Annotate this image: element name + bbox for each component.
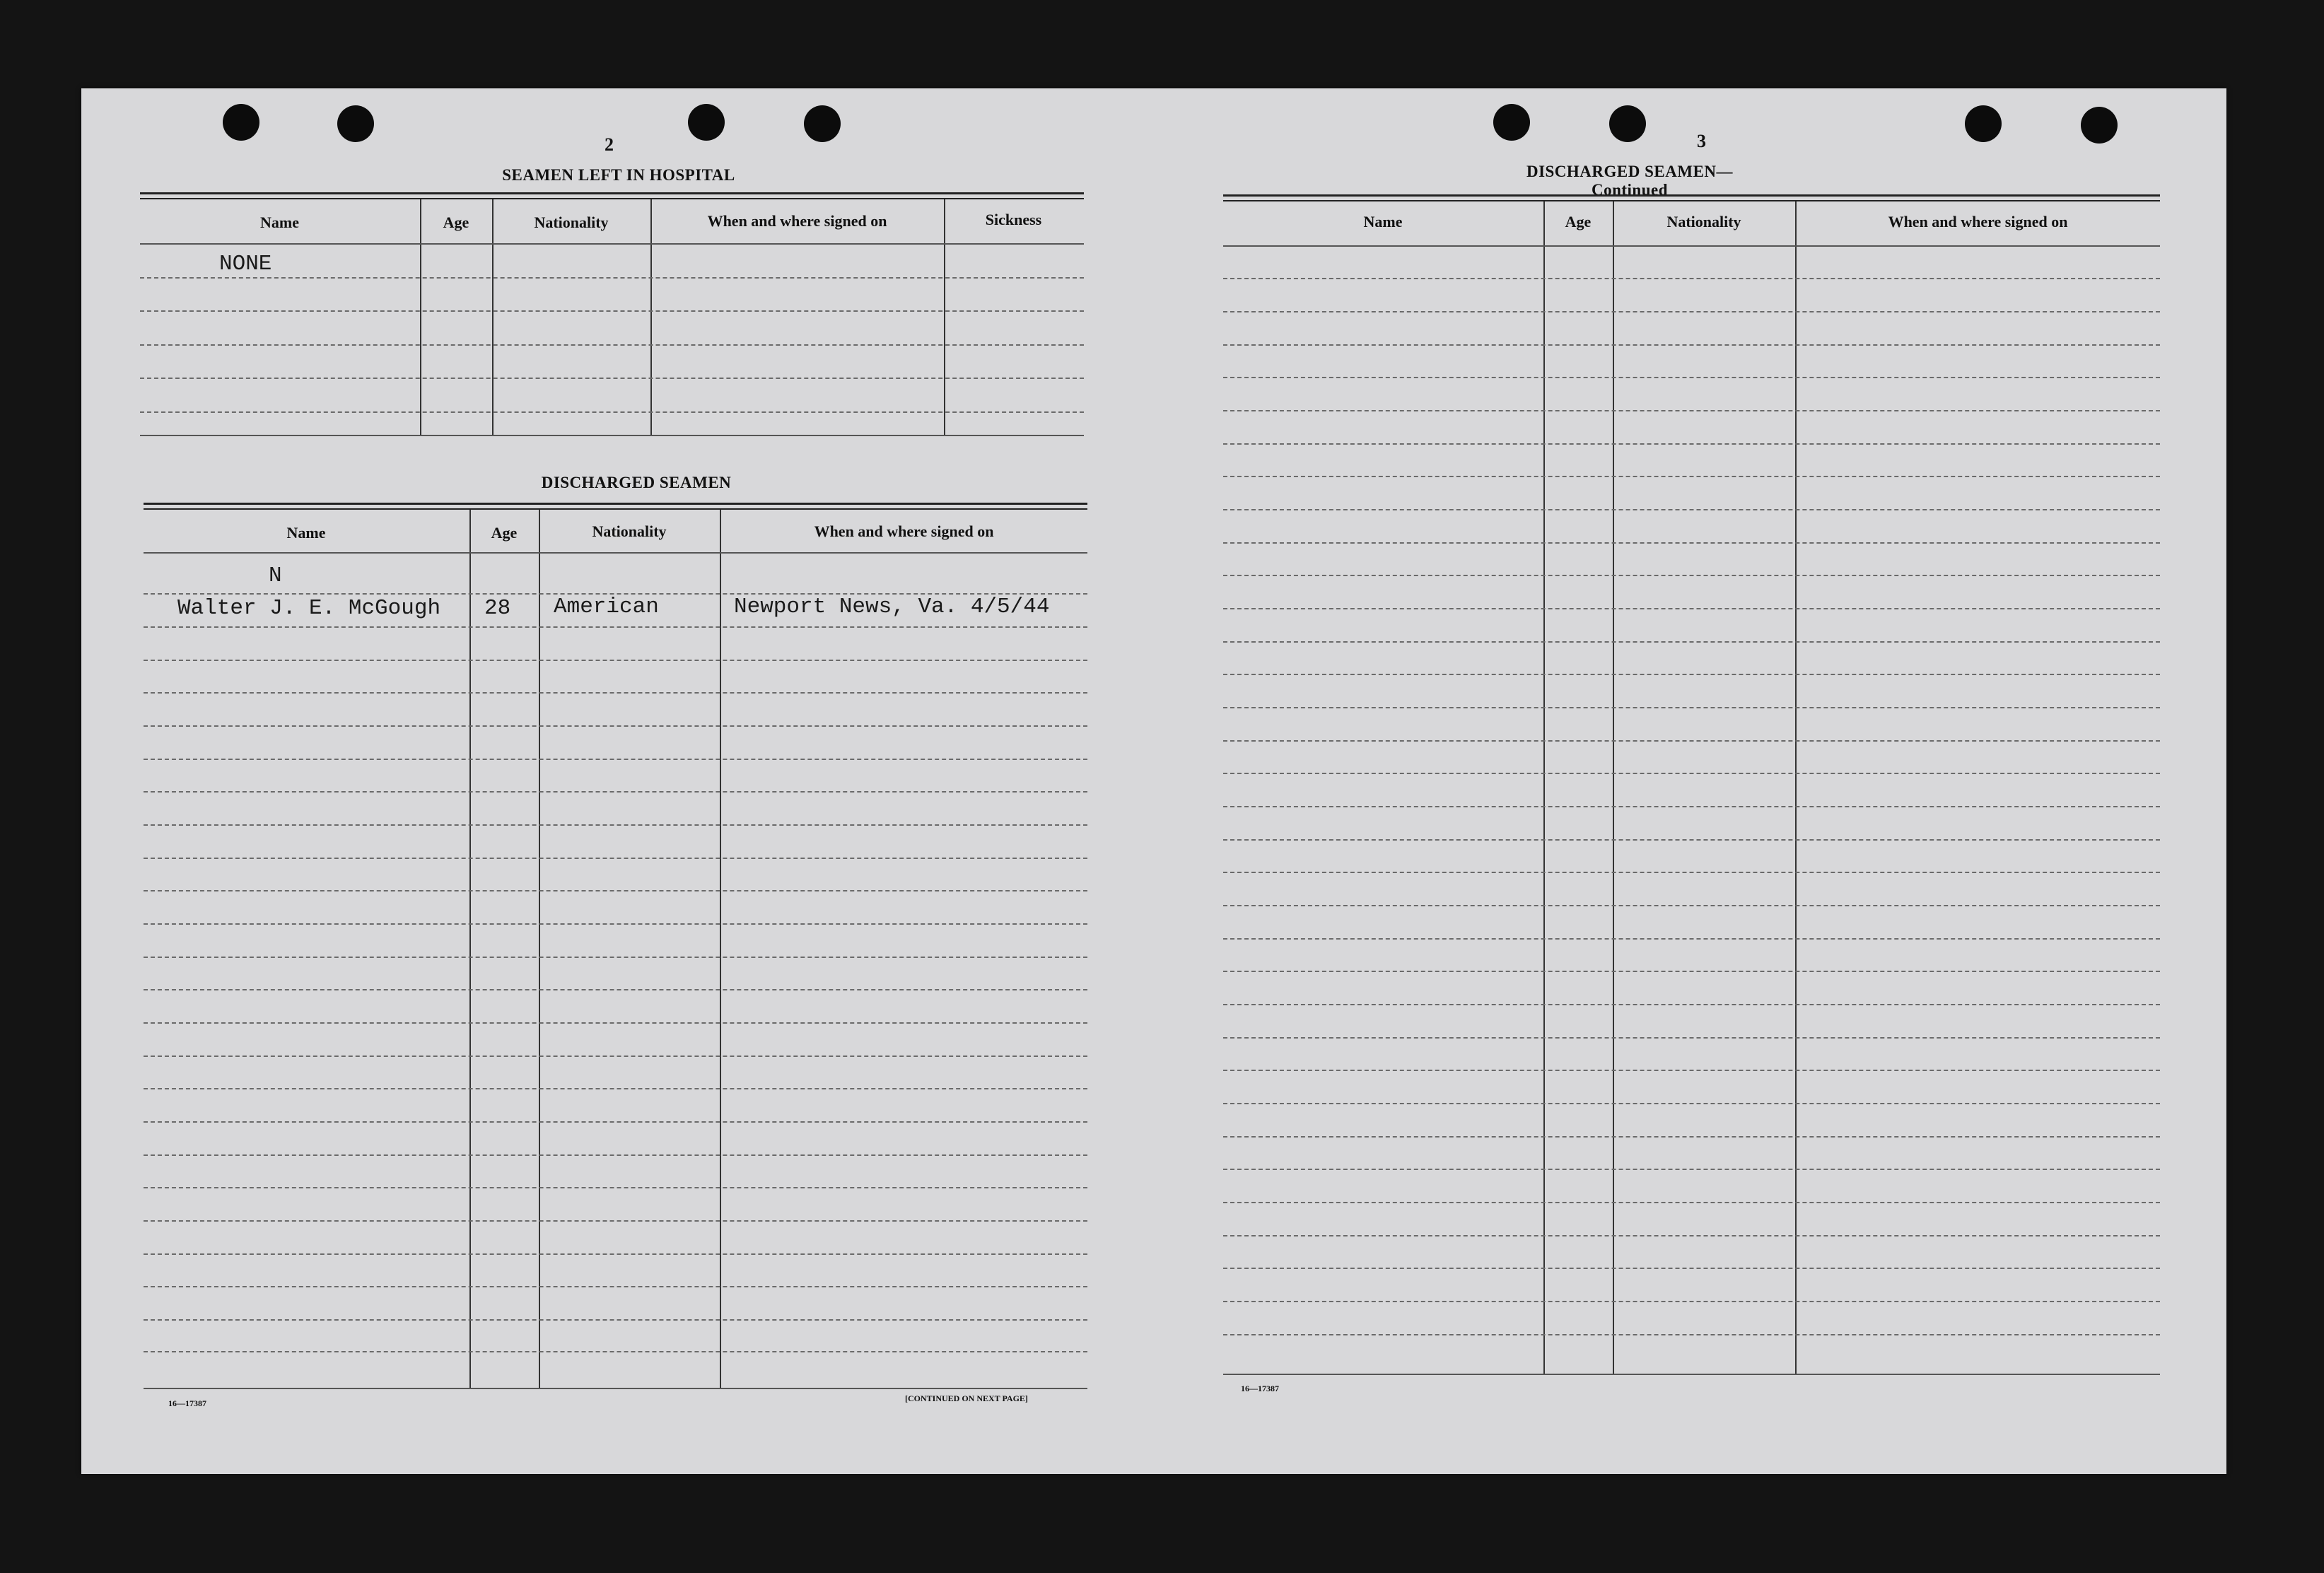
punch-hole <box>688 104 725 141</box>
discharged-header-nationality: Nationality <box>592 522 667 540</box>
right-header-name: Name <box>1363 213 1403 230</box>
discharged-header-age: Age <box>491 524 518 542</box>
form-number-left: 16—17387 <box>168 1398 206 1408</box>
punch-hole <box>1965 105 2002 142</box>
punch-hole <box>337 105 374 142</box>
punch-hole <box>223 104 259 141</box>
discharged-table-left <box>144 503 1087 1390</box>
right-title-main: DISCHARGED SEAMEN <box>1526 163 1717 180</box>
discharged-header-signed-on: When and where signed on <box>814 522 994 540</box>
seaman-signed-on: Newport News, Va. 4/5/44 <box>734 595 1050 619</box>
form-number-right: 16—17387 <box>1241 1384 1279 1393</box>
seaman-nationality: American <box>554 595 659 619</box>
punch-hole <box>2081 107 2118 144</box>
hospital-header-name: Name <box>260 214 299 231</box>
page-number-right: 3 <box>1697 131 1706 151</box>
seaman-age: 28 <box>484 596 511 621</box>
hospital-header-sickness: Sickness <box>985 211 1042 228</box>
continued-note: [CONTINUED ON NEXT PAGE] <box>905 1393 1028 1403</box>
hospital-section-title: SEAMEN LEFT IN HOSPITAL <box>502 166 735 184</box>
discharged-header-name: Name <box>286 524 326 542</box>
punch-hole <box>1609 105 1646 142</box>
page-number-left: 2 <box>605 134 614 155</box>
punch-hole <box>1493 104 1530 141</box>
right-header-nationality: Nationality <box>1666 213 1741 230</box>
right-header-age: Age <box>1565 213 1592 230</box>
hospital-header-nationality: Nationality <box>534 214 609 231</box>
hospital-header-age: Age <box>443 214 469 231</box>
hospital-none-entry: NONE <box>219 252 272 276</box>
hospital-header-signed-on: When and where signed on <box>707 212 887 230</box>
seaman-name: Walter J. E. McGough <box>177 596 441 621</box>
discharged-table-right <box>1223 194 2160 1375</box>
annotation-n: N <box>269 563 282 588</box>
punch-hole <box>804 105 841 142</box>
discharged-section-title: DISCHARGED SEAMEN <box>541 474 732 491</box>
right-header-signed-on: When and where signed on <box>1888 213 2068 230</box>
right-title-continued: —Continued <box>1591 163 1734 199</box>
document-sheet <box>81 88 2226 1474</box>
hospital-table <box>140 192 1084 436</box>
